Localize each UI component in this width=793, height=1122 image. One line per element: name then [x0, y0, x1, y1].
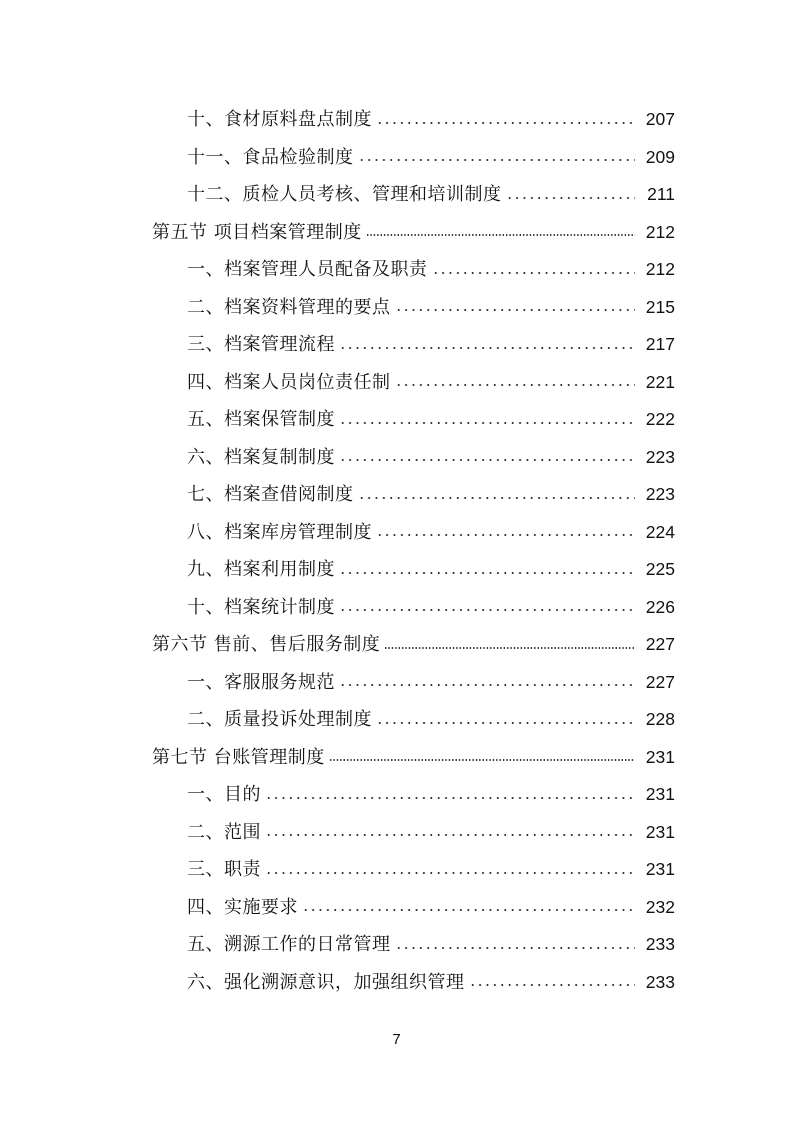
toc-entry[interactable] [0, 139, 793, 177]
toc-entry-page-number: 215 [645, 296, 675, 317]
toc-entry-page-number: 231 [645, 859, 675, 879]
toc-entry-page-number: 231 [645, 821, 675, 842]
toc-entry-title: 七、档案查借阅制度 [187, 484, 354, 505]
toc-section-entry[interactable] [0, 214, 793, 252]
toc-entry-page-number: 212 [645, 221, 675, 242]
toc-dot-leader [339, 609, 635, 611]
toc-dot-leader [395, 309, 636, 311]
toc-entry-title: 十二、质检人员考核、管理和培训制度 [187, 184, 502, 205]
toc-entry[interactable] [0, 514, 793, 552]
toc-entry[interactable] [0, 401, 793, 439]
toc-entry-page-number: 233 [645, 971, 675, 992]
toc-entry-title: 第五节 项目档案管理制度 [152, 221, 362, 243]
toc-entry-title: 二、档案资料管理的要点 [187, 296, 391, 318]
toc-dot-leader [339, 684, 635, 686]
toc-dot-leader [395, 384, 636, 386]
toc-entry[interactable] [0, 289, 793, 327]
toc-entry-page-number: 211 [647, 184, 675, 204]
toc-entry-title: 三、档案管理流程 [187, 334, 335, 355]
toc-dot-leader [376, 122, 635, 124]
toc-entry-title: 一、客服服务规范 [187, 671, 335, 693]
toc-entry-page-number: 217 [645, 334, 675, 354]
toc-entry-title: 第七节 台账管理制度 [152, 746, 325, 768]
toc-entry-page-number: 227 [645, 634, 675, 654]
toc-entry-page-number: 227 [645, 671, 675, 692]
toc-entry-title: 二、范围 [187, 821, 261, 843]
toc-entry-title: 十、食材原料盘点制度 [187, 109, 372, 130]
toc-section-entry[interactable] [0, 626, 793, 664]
toc-entry-title: 三、职责 [187, 859, 261, 880]
toc-entry[interactable] [0, 551, 793, 589]
toc-entry[interactable] [0, 589, 793, 627]
toc-entry[interactable] [0, 964, 793, 1002]
toc-entry[interactable] [0, 776, 793, 814]
toc-entry[interactable] [0, 664, 793, 702]
toc-dot-leader [265, 797, 635, 799]
toc-dot-leader [506, 197, 636, 199]
toc-entry-title: 一、档案管理人员配备及职责 [187, 259, 428, 280]
toc-entry-title: 第六节 售前、售后服务制度 [152, 634, 381, 655]
toc-dot-leader [366, 234, 635, 236]
toc-entry-title: 十、档案统计制度 [187, 596, 335, 618]
toc-entry[interactable] [0, 176, 793, 214]
toc-entry[interactable] [0, 814, 793, 852]
toc-entry-page-number: 223 [645, 484, 675, 504]
toc-dot-leader [339, 422, 635, 424]
toc-entry[interactable] [0, 364, 793, 402]
toc-dot-leader [265, 834, 635, 836]
toc-entry-title: 五、档案保管制度 [187, 409, 335, 430]
toc-entry-title: 五、溯源工作的日常管理 [187, 934, 391, 955]
toc-entry-title: 二、质量投诉处理制度 [187, 709, 372, 730]
toc-entry-page-number: 233 [645, 934, 675, 954]
toc-entry[interactable] [0, 851, 793, 889]
toc-entry-title: 六、强化溯源意识，加强组织管理 [187, 971, 465, 993]
toc-dot-leader [339, 572, 635, 574]
toc-entry-title: 八、档案库房管理制度 [187, 521, 372, 543]
toc-entry[interactable] [0, 101, 793, 139]
toc-dot-leader [376, 534, 635, 536]
toc-dot-leader [339, 459, 635, 461]
toc-dot-leader [358, 159, 636, 161]
toc-entry-page-number: 221 [645, 371, 675, 392]
toc-entry-title: 六、档案复制制度 [187, 446, 335, 468]
toc-entry-page-number: 223 [645, 446, 675, 467]
toc-entry-page-number: 231 [645, 746, 675, 767]
table-of-contents [0, 101, 793, 1001]
toc-dot-leader [329, 759, 635, 761]
toc-dot-leader [265, 872, 635, 874]
toc-entry-page-number: 228 [645, 709, 675, 729]
toc-dot-leader [469, 984, 636, 986]
toc-entry[interactable] [0, 926, 793, 964]
toc-entry-title: 四、档案人员岗位责任制 [187, 371, 391, 393]
toc-dot-leader [395, 947, 636, 949]
toc-entry-page-number: 207 [645, 109, 675, 129]
toc-entry-title: 四、实施要求 [187, 896, 298, 918]
toc-entry-page-number: 212 [645, 259, 675, 279]
toc-section-entry[interactable] [0, 739, 793, 777]
toc-entry-title: 一、目的 [187, 784, 261, 805]
toc-dot-leader [358, 497, 636, 499]
toc-entry-page-number: 222 [645, 409, 675, 429]
toc-dot-leader [339, 347, 635, 349]
toc-entry-page-number: 209 [645, 146, 675, 167]
toc-entry[interactable] [0, 251, 793, 289]
toc-entry-page-number: 226 [645, 596, 675, 617]
toc-dot-leader [302, 909, 635, 911]
toc-entry[interactable] [0, 701, 793, 739]
page-number: 7 [392, 1031, 401, 1048]
toc-entry-page-number: 224 [645, 521, 675, 542]
toc-entry-page-number: 232 [645, 896, 675, 917]
toc-entry-title: 十一、食品检验制度 [187, 146, 354, 168]
toc-entry[interactable] [0, 476, 793, 514]
toc-entry-page-number: 231 [645, 784, 675, 804]
toc-dot-leader [376, 722, 635, 724]
toc-dot-leader [384, 647, 635, 649]
toc-dot-leader [432, 272, 636, 274]
toc-entry-page-number: 225 [645, 559, 675, 579]
toc-entry[interactable] [0, 439, 793, 477]
toc-entry-title: 九、档案利用制度 [187, 559, 335, 580]
toc-entry[interactable] [0, 326, 793, 364]
toc-entry[interactable] [0, 889, 793, 927]
